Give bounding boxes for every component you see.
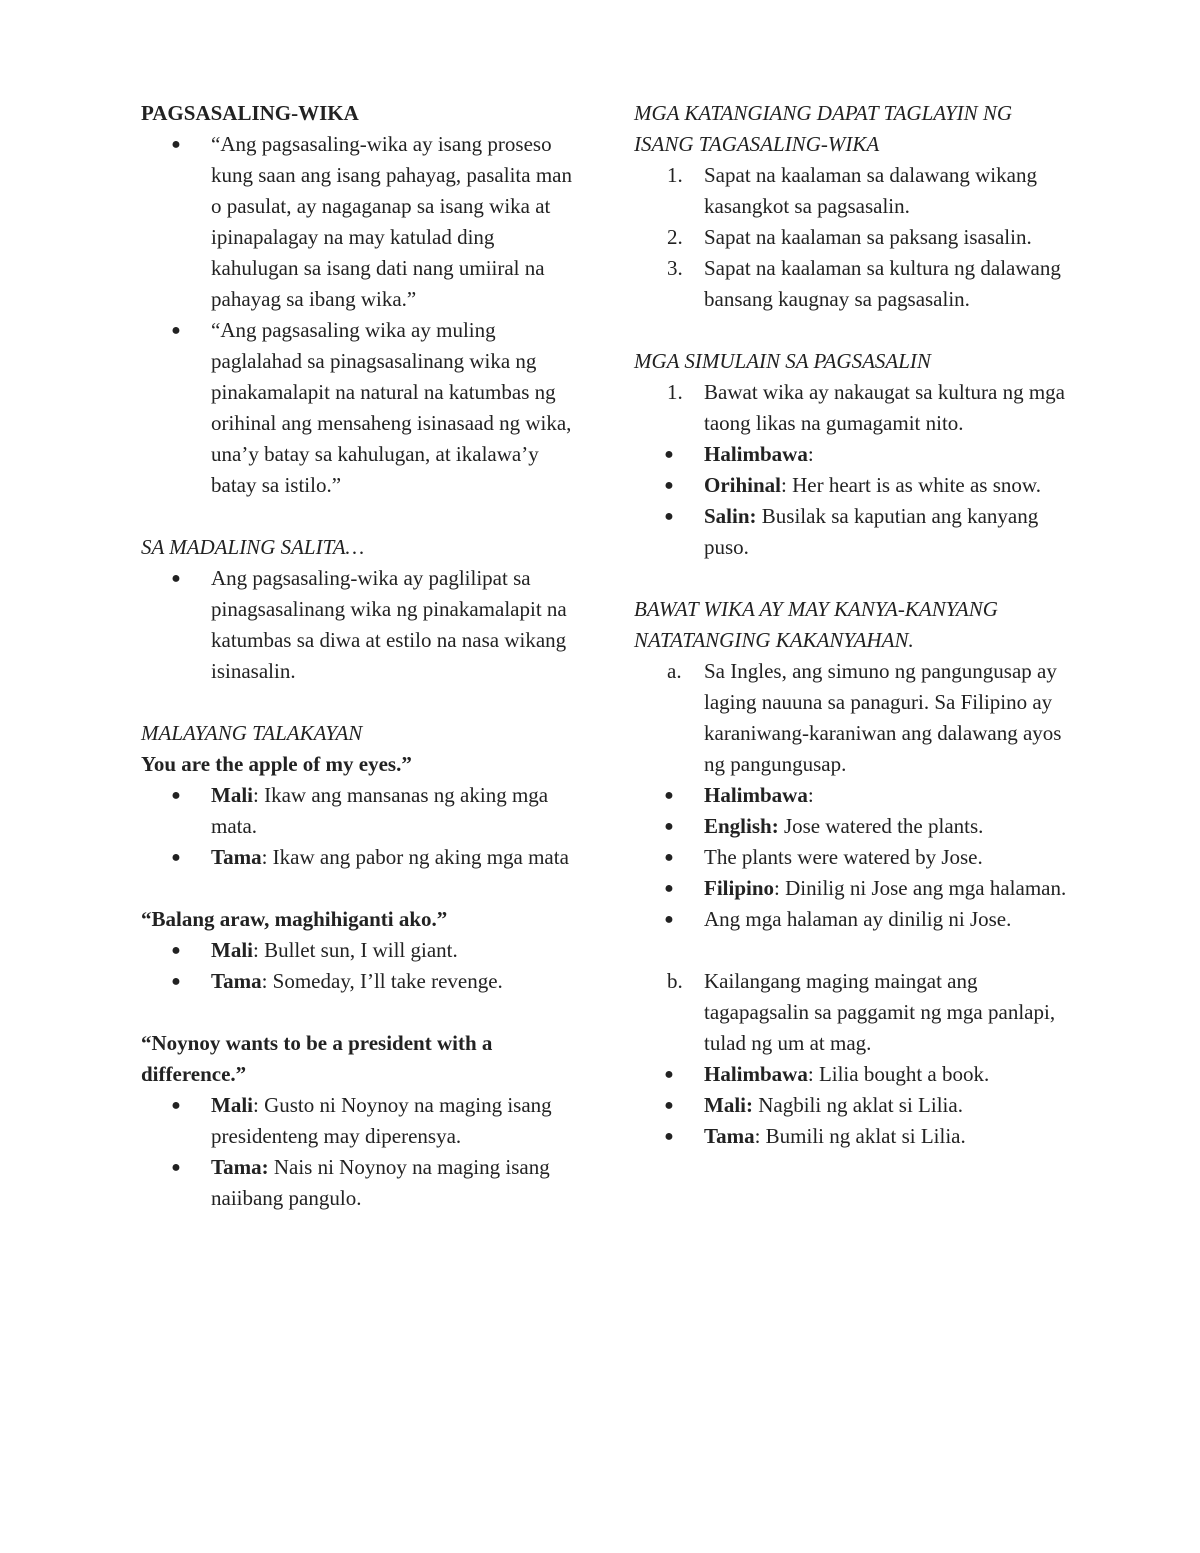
example-item bbox=[634, 470, 1074, 501]
list-number: 3. bbox=[667, 256, 683, 280]
example-text: Dinilig ni Jose ang mga halaman. bbox=[785, 876, 1067, 900]
simulain-heading: MGA SIMULAIN SA PAGSASALIN bbox=[634, 349, 931, 373]
bullet-icon: ● bbox=[664, 787, 674, 804]
bullet-icon: ● bbox=[664, 508, 674, 525]
example-text: The plants were watered by Jose. bbox=[704, 845, 983, 869]
example-text: Busilak sa kaputian ang kanyang puso. bbox=[704, 504, 1039, 559]
numbered-text: Sapat na kaalaman sa kultura ng dalawang bansang kaugnay sa pagsasalin. bbox=[704, 256, 1061, 311]
numbered-item bbox=[634, 377, 1074, 439]
example-label: Mali bbox=[211, 783, 253, 807]
example-item bbox=[141, 1090, 581, 1152]
example-sep: : bbox=[781, 473, 793, 497]
summary-heading: SA MADALING SALITA… bbox=[141, 535, 365, 559]
lettered-text: Sa Ingles, ang simuno ng pangungusap ay laging nauuna sa panaguri. Sa Filipino ay karaniwang-karaniwan ang dalawang ayos ng pangungusap. bbox=[704, 659, 1062, 776]
example-text: Nais ni Noynoy na maging isang naiibang pangulo. bbox=[211, 1155, 550, 1210]
bullet-icon: ● bbox=[171, 136, 181, 153]
example-text: Ikaw ang pabor ng aking mga mata bbox=[272, 845, 569, 869]
example-phrase: You are the apple of my eyes.” bbox=[141, 752, 412, 776]
example-sep: : bbox=[261, 969, 273, 993]
definition-text: “Ang pagsasaling wika ay muling paglalahad sa pinagsasalinang wika ng pinakamalapit na natural na katumbas ng orihinal ang mensaheng isinasaad ng wika, una’y batay sa kahulugan, at ikalawa’y batay sa istilo.” bbox=[211, 318, 572, 497]
example-sep: : bbox=[807, 442, 814, 466]
example-text: Ang mga halaman ay dinilig ni Jose. bbox=[704, 907, 1012, 931]
example-item bbox=[634, 439, 1074, 470]
example-label: Halimbawa bbox=[704, 442, 808, 466]
bullet-icon: ● bbox=[171, 942, 181, 959]
example-label: Halimbawa bbox=[704, 783, 808, 807]
example-label: Filipino bbox=[704, 876, 775, 900]
example-sep: : bbox=[253, 783, 265, 807]
example-item bbox=[634, 1090, 1074, 1121]
example-item bbox=[141, 780, 581, 842]
bullet-icon: ● bbox=[171, 570, 181, 587]
kakanyahan-heading: BAWAT WIKA AY MAY KANYA-KANYANG NATATANGING KAKANYAHAN. bbox=[634, 597, 998, 652]
example-text: Someday, I’ll take revenge. bbox=[272, 969, 503, 993]
example-label: Mali: bbox=[704, 1093, 753, 1117]
example-item bbox=[141, 966, 581, 997]
lettered-item bbox=[634, 966, 1074, 1059]
example-sep: : bbox=[253, 938, 265, 962]
example-sep: : bbox=[774, 876, 786, 900]
example-label: Tama: bbox=[211, 1155, 269, 1179]
bullet-icon: ● bbox=[171, 1159, 181, 1176]
definition-item bbox=[141, 129, 581, 315]
section-title: PAGSASALING-WIKA bbox=[141, 101, 359, 125]
bullet-icon: ● bbox=[171, 1097, 181, 1114]
example-label: Tama bbox=[211, 969, 262, 993]
bullet-icon: ● bbox=[664, 1066, 674, 1083]
right-column bbox=[634, 98, 1074, 1152]
numbered-text: Sapat na kaalaman sa paksang isasalin. bbox=[704, 225, 1032, 249]
example-text: Bumili ng aklat si Lilia. bbox=[765, 1124, 966, 1148]
bullet-icon: ● bbox=[664, 446, 674, 463]
example-label: Orihinal bbox=[704, 473, 782, 497]
example-item bbox=[634, 811, 1074, 842]
list-number: 1. bbox=[667, 163, 683, 187]
numbered-item bbox=[634, 253, 1074, 315]
example-sep: : bbox=[754, 1124, 766, 1148]
summary-item bbox=[141, 563, 581, 687]
example-sep: : bbox=[807, 1062, 819, 1086]
example-label: Halimbawa bbox=[704, 1062, 808, 1086]
list-number: 2. bbox=[667, 225, 683, 249]
example-label: Tama bbox=[211, 845, 262, 869]
bullet-icon: ● bbox=[664, 1097, 674, 1114]
list-number: 1. bbox=[667, 380, 683, 404]
summary-text: Ang pagsasaling-wika ay paglilipat sa pinagsasalinang wika ng pinakamalapit na katumbas sa diwa at estilo na nasa wikang isinasalin. bbox=[211, 566, 567, 683]
example-item bbox=[634, 873, 1074, 904]
example-sep: : bbox=[807, 783, 814, 807]
example-item bbox=[634, 1121, 1074, 1152]
numbered-item bbox=[634, 160, 1074, 222]
example-text: Nagbili ng aklat si Lilia. bbox=[758, 1093, 963, 1117]
katangian-heading: MGA KATANGIANG DAPAT TAGLAYIN NG ISANG TAGASALING-WIKA bbox=[634, 101, 1013, 156]
example-sep: : bbox=[261, 845, 273, 869]
bullet-icon: ● bbox=[664, 477, 674, 494]
example-item bbox=[141, 842, 581, 873]
bullet-icon: ● bbox=[664, 818, 674, 835]
example-text: Bullet sun, I will giant. bbox=[264, 938, 458, 962]
bullet-icon: ● bbox=[171, 849, 181, 866]
example-item bbox=[141, 1152, 581, 1214]
bullet-icon: ● bbox=[171, 787, 181, 804]
definition-item bbox=[141, 315, 581, 501]
numbered-text: Sapat na kaalaman sa dalawang wikang kasangkot sa pagsasalin. bbox=[704, 163, 1037, 218]
example-phrase: “Balang araw, maghihiganti ako.” bbox=[141, 907, 448, 931]
example-item bbox=[634, 501, 1074, 563]
example-label: Salin: bbox=[704, 504, 757, 528]
example-label: Tama bbox=[704, 1124, 755, 1148]
example-text: Ikaw ang mansanas ng aking mga mata. bbox=[211, 783, 549, 838]
example-phrase: “Noynoy wants to be a president with a difference.” bbox=[141, 1031, 493, 1086]
example-label: Mali bbox=[211, 1093, 253, 1117]
definition-text: “Ang pagsasaling-wika ay isang proseso kung saan ang isang pahayag, pasalita man o pasulat, ay nagaganap sa isang wika at ipinapalagay na may katulad ding kahulugan sa isang dati nang umiiral na pahayag sa ibang wika.” bbox=[211, 132, 572, 311]
lettered-item bbox=[634, 656, 1074, 780]
list-letter: a. bbox=[667, 659, 682, 683]
bullet-icon: ● bbox=[171, 973, 181, 990]
example-item bbox=[634, 904, 1074, 935]
bullet-icon: ● bbox=[664, 1128, 674, 1145]
example-text: Gusto ni Noynoy na maging isang presidenteng may diperensya. bbox=[211, 1093, 552, 1148]
bullet-icon: ● bbox=[664, 849, 674, 866]
example-label: English: bbox=[704, 814, 779, 838]
numbered-item bbox=[634, 222, 1074, 253]
example-item bbox=[634, 780, 1074, 811]
talakayan-heading: MALAYANG TALAKAYAN bbox=[141, 721, 363, 745]
example-item bbox=[634, 842, 1074, 873]
numbered-text: Bawat wika ay nakaugat sa kultura ng mga taong likas na gumagamit nito. bbox=[704, 380, 1065, 435]
example-item bbox=[141, 935, 581, 966]
list-letter: b. bbox=[667, 969, 683, 993]
example-text: Lilia bought a book. bbox=[818, 1062, 990, 1086]
left-column bbox=[141, 98, 581, 1214]
example-item bbox=[634, 1059, 1074, 1090]
example-sep: : bbox=[253, 1093, 265, 1117]
example-text: Jose watered the plants. bbox=[783, 814, 984, 838]
example-text: Her heart is as white as snow. bbox=[792, 473, 1041, 497]
bullet-icon: ● bbox=[664, 911, 674, 928]
example-label: Mali bbox=[211, 938, 253, 962]
bullet-icon: ● bbox=[171, 322, 181, 339]
lettered-text: Kailangang maging maingat ang tagapagsalin sa paggamit ng mga panlapi, tulad ng um at mag. bbox=[704, 969, 1056, 1055]
bullet-icon: ● bbox=[664, 880, 674, 897]
